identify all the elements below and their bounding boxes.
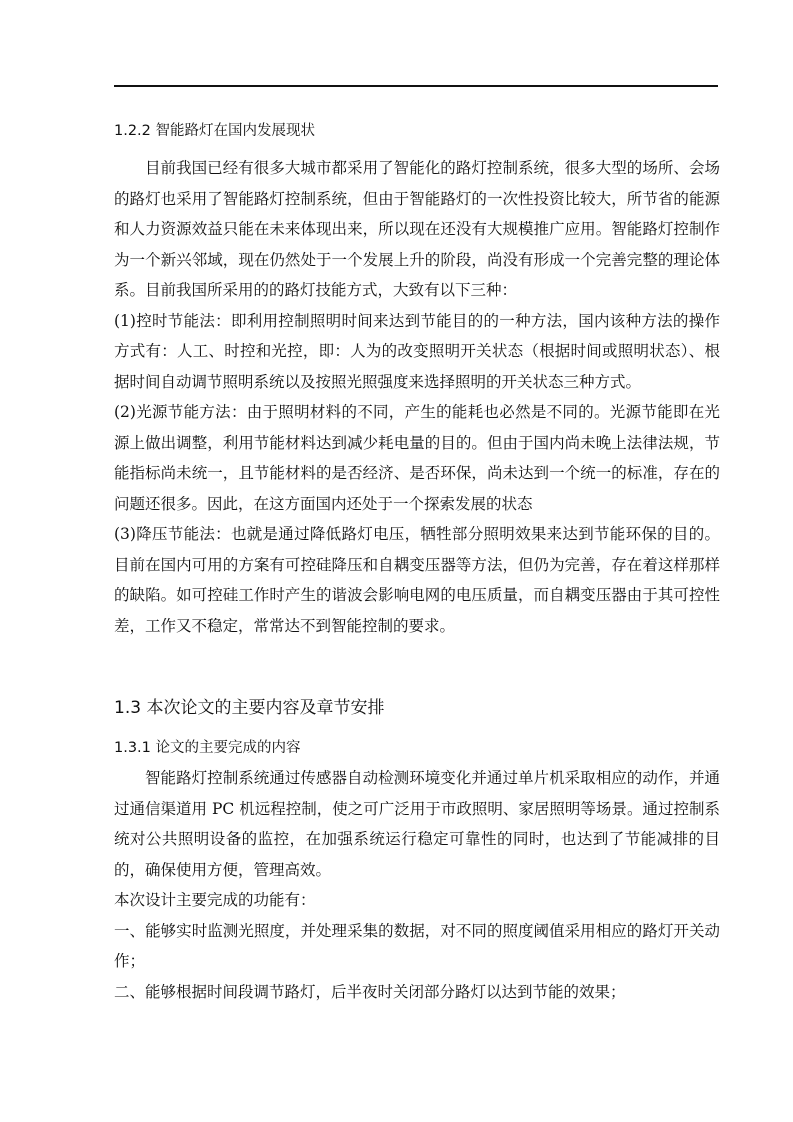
list-item-1: (1)控时节能法：即利用控制照明时间来达到节能目的的一种方法，国内该种方法的操作方式有：人工、时控和光控，即：人为的改变照明开关状态（根据时间或照明状态）、根据时间自动调节照明系统以及按照光照强度来选择照明的开关状态三种方式。 xyxy=(114,311,720,391)
section-body-1-2-2 xyxy=(114,153,720,641)
header-rule xyxy=(114,85,718,87)
section-heading-1-3-1: 1.3.1 论文的主要完成的内容 xyxy=(114,740,301,756)
section-heading-1-2-2: 1.2.2 智能路灯在国内发展现状 xyxy=(114,123,316,139)
paragraph: 智能路灯控制系统通过传感器自动检测环境变化并通过单片机采取相应的动作，并通过通信渠道用 PC 机远程控制，使之可广泛用于市政照明、家居照明等场景。通过控制系统对公共照明设备的监控，在加强系统运行稳定可靠性的同时，也达到了节能减排的目的，确保使用方便，管理高效。 xyxy=(114,769,720,879)
paragraph: 本次设计主要完成的功能有： xyxy=(114,891,316,909)
list-item-2: (2)光源节能方法：由于照明材料的不同，产生的能耗也必然是不同的。光源节能即在光源上做出调整，利用节能材料达到减少耗电量的目的。但由于国内尚未晚上法律法规，节能指标尚未统一，且节能材料的是否经济、是否环保，尚未达到一个统一的标准，存在的问题还很多。因此，在这方面国内还处于一个探索发展的状态 xyxy=(114,403,720,513)
list-item-1: 一、能够实时监测光照度，并处理采集的数据，对不同的照度阈值采用相应的路灯开关动作； xyxy=(114,921,720,970)
section-heading-1-3: 1.3 本次论文的主要内容及章节安排 xyxy=(114,698,385,718)
section-body-1-3-1 xyxy=(114,763,720,1007)
list-item-2: 二、能够根据时间段调节路灯，后半夜时关闭部分路灯以达到节能的效果； xyxy=(114,982,626,1001)
paragraph: 目前我国已经有很多大城市都采用了智能化的路灯控制系统，很多大型的场所、会场的路灯也采用了智能路灯控制系统，但由于智能路灯的一次性投资比较大，所节省的能源和人力资源效益只能在未来体现出来，所以现在还没有大规模推广应用。智能路灯控制作为一个新兴邻域，现在仍然处于一个发展上升的阶段，尚没有形成一个完善完整的理论体系。目前我国所采用的的路灯技能方式，大致有以下三种： xyxy=(114,159,720,299)
list-item-3: (3)降压节能法：也就是通过降低路灯电压，牺牲部分照明效果来达到节能环保的目的。目前在国内可用的方案有可控硅降压和自耦变压器等方法，但仍为完善，存在着这样那样的缺陷。如可控硅工作时产生的谐波会影响电网的电压质量，而自耦变压器由于其可控性差，工作又不稳定，常常达不到智能控制的要求。 xyxy=(114,525,720,635)
